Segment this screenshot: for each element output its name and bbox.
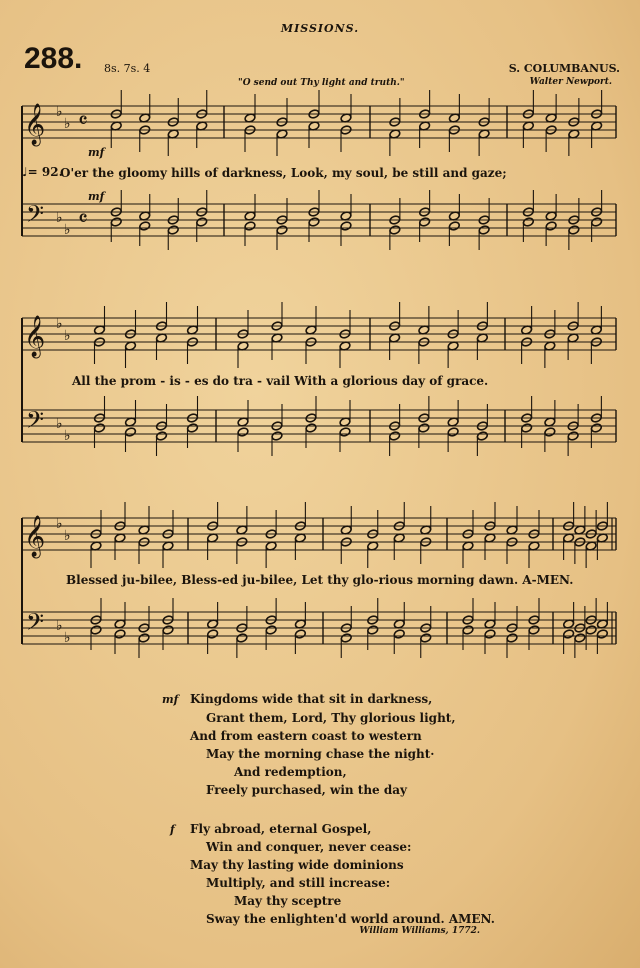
- bass-note: [476, 431, 488, 441]
- bass-note: [340, 221, 352, 231]
- bass-note: [110, 217, 122, 227]
- meter: 8s. 7s. 4: [104, 62, 151, 75]
- bass-note: [237, 427, 249, 437]
- bass-note: [484, 629, 496, 639]
- dynamic-marking: mf: [88, 190, 105, 203]
- verse-line: May the morning chase the night·: [206, 747, 435, 761]
- bass-note: [545, 221, 557, 231]
- bass-note: [419, 217, 431, 227]
- bass-note: [596, 629, 608, 639]
- bass-note: [568, 225, 580, 235]
- treble-clef: 𝄞: [24, 316, 46, 357]
- bass-note: [420, 633, 432, 643]
- bass-note: [462, 625, 474, 635]
- bass-note: [567, 431, 579, 441]
- bass-note: [139, 221, 151, 231]
- section-title: MISSIONS.: [280, 22, 360, 35]
- scripture-reference: "O send out Thy light and truth.": [238, 78, 405, 88]
- bass-note: [207, 629, 219, 639]
- verse-line: May thy sceptre: [234, 894, 342, 908]
- verse-line: Sway the enlighten'd world around. AMEN.: [206, 912, 495, 926]
- metronome-marking: ♩= 92.: [22, 165, 63, 179]
- bass-note: [276, 225, 288, 235]
- bass-note: [528, 625, 540, 635]
- bass-note: [294, 629, 306, 639]
- bass-note: [187, 423, 199, 433]
- verse-line: And from eastern coast to western: [190, 729, 422, 743]
- bass-note: [563, 629, 575, 639]
- lyric-line: All the prom - is - es do tra - vail With a glorious day of grace.: [72, 374, 489, 388]
- bass-note: [544, 427, 556, 437]
- bass-note: [339, 427, 351, 437]
- bass-clef: 𝄢: [26, 608, 45, 641]
- key-flat: ♭: [64, 116, 71, 132]
- bass-note: [590, 423, 602, 433]
- key-flat: ♭: [56, 316, 63, 332]
- verse-dynamic: mf: [162, 693, 179, 706]
- bass-note: [236, 633, 248, 643]
- bass-note: [393, 629, 405, 639]
- verse-line: May thy lasting wide dominions: [190, 858, 404, 872]
- key-flat: ♭: [56, 618, 63, 634]
- bass-note: [478, 225, 490, 235]
- bass-note: [522, 217, 534, 227]
- verse-line: Fly abroad, eternal Gospel,: [190, 822, 372, 836]
- author-credit: William Williams, 1772.: [359, 926, 480, 936]
- hymn-number: 288.: [24, 42, 83, 75]
- bass-note: [521, 423, 533, 433]
- treble-clef: 𝄞: [24, 516, 46, 557]
- key-flat: ♭: [56, 416, 63, 432]
- key-flat: ♭: [64, 428, 71, 444]
- key-flat: ♭: [64, 630, 71, 646]
- treble-clef: 𝄞: [24, 104, 46, 145]
- bass-note: [196, 217, 208, 227]
- bass-note: [340, 633, 352, 643]
- verse-line: Kingdoms wide that sit in darkness,: [190, 692, 433, 706]
- bass-note: [574, 633, 586, 643]
- time-signature: 𝄴: [78, 109, 88, 134]
- bass-note: [305, 423, 317, 433]
- bass-note: [585, 625, 597, 635]
- bass-clef: 𝄢: [26, 200, 45, 233]
- bass-note: [125, 427, 137, 437]
- lyric-line: O'er the gloomy hills of darkness, Look, my soul, be still and gaze;: [60, 166, 507, 180]
- key-flat: ♭: [56, 210, 63, 226]
- bass-note: [389, 431, 401, 441]
- bass-note: [265, 625, 277, 635]
- verse-line: Win and conquer, never cease:: [206, 840, 412, 854]
- bass-note: [367, 625, 379, 635]
- key-flat: ♭: [64, 328, 71, 344]
- bass-note: [389, 225, 401, 235]
- key-flat: ♭: [56, 516, 63, 532]
- bass-note: [244, 221, 256, 231]
- tune-name: S. COLUMBANUS.: [508, 62, 620, 75]
- bass-note: [418, 423, 430, 433]
- bass-note: [591, 217, 603, 227]
- bass-note: [271, 431, 283, 441]
- composer: Walter Newport.: [529, 77, 612, 87]
- bass-note: [162, 625, 174, 635]
- bass-note: [167, 225, 179, 235]
- bass-note: [156, 431, 168, 441]
- key-flat: ♭: [64, 528, 71, 544]
- bass-note: [94, 423, 106, 433]
- key-flat: ♭: [64, 222, 71, 238]
- bass-note: [138, 633, 150, 643]
- dynamic-marking: mf: [88, 146, 105, 159]
- verse-line: And redemption,: [234, 765, 347, 779]
- verse-line: Multiply, and still increase:: [206, 876, 391, 890]
- verse-line: Grant them, Lord, Thy glorious light,: [206, 711, 456, 725]
- verse-dynamic: f: [170, 823, 175, 836]
- verse-line: Freely purchased, win the day: [206, 783, 407, 797]
- bass-note: [506, 633, 518, 643]
- bass-clef: 𝄢: [26, 406, 45, 439]
- bass-note: [90, 625, 102, 635]
- bass-note: [448, 221, 460, 231]
- time-signature: 𝄴: [78, 207, 88, 232]
- bass-note: [308, 217, 320, 227]
- lyric-line: Blessed ju-bilee, Bless-ed ju-bilee, Let thy glo-rious morning dawn. A-MEN.: [66, 573, 574, 587]
- bass-note: [447, 427, 459, 437]
- key-flat: ♭: [56, 104, 63, 120]
- bass-note: [114, 629, 126, 639]
